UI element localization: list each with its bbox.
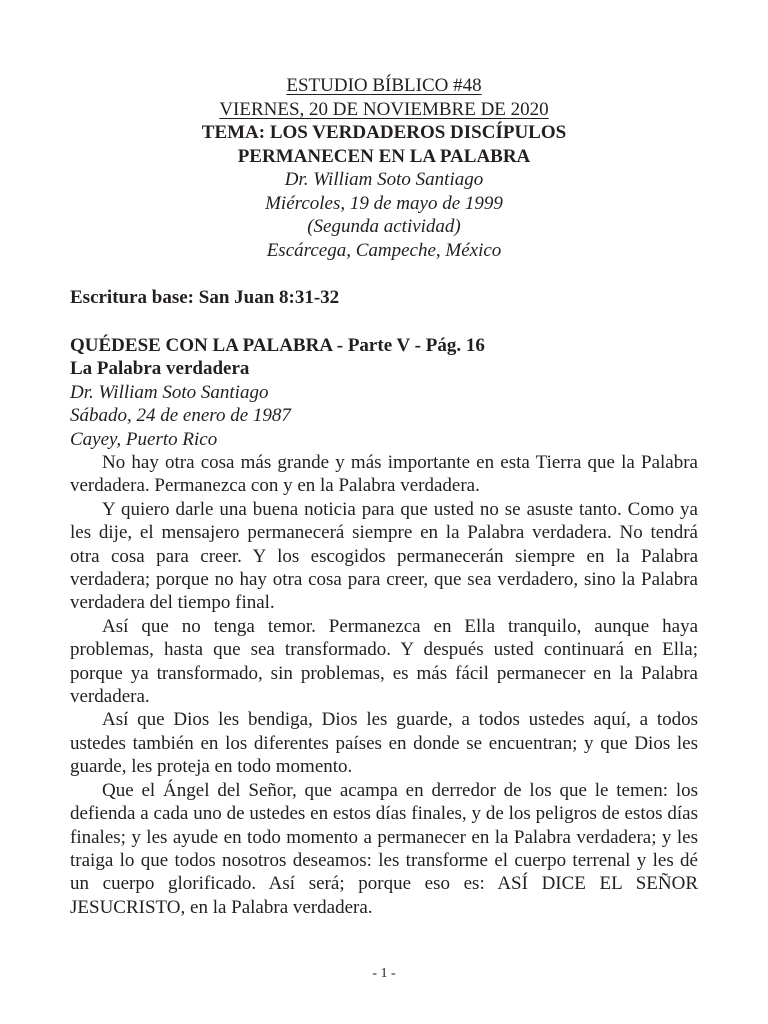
reference-date: Sábado, 24 de enero de 1987 (70, 405, 291, 426)
paragraph: Que el Ángel del Señor, que acampa en derredor de los que le temen: los defienda a cada uno de ustedes en estos días finales, y de los peligros de estos días finales; y les ayude en todo momento a permanecer en la Palabra verdadera; y les traiga lo que todos nosotros deseamos: les transforme el cuerpo terrenal y les dé un cuerpo glorificado. Así será; porque eso es: ASÍ DICE EL SEÑOR JESUCRISTO, en la Palabra verdadera. (70, 779, 698, 918)
header-author: Dr. William Soto Santiago (284, 169, 484, 190)
header-location: Escárcega, Campeche, México (266, 239, 502, 261)
paragraph: Así que no tenga temor. Permanezca en Ella tranquilo, aunque haya problemas, hasta que sea transformado. Y después usted continuará en Ella; porque ya transformado, sin problemas, es más fácil permanecer en la Palabra verdadera. (70, 615, 698, 708)
reference-subtitle: La Palabra verdadera (70, 358, 250, 379)
activity-note: (Segunda actividad) (307, 216, 461, 237)
theme-line-1: TEMA: LOS VERDADEROS DISCÍPULOS (201, 122, 567, 143)
reference-place: Cayey, Puerto Rico (70, 428, 218, 450)
study-number: ESTUDIO BÍBLICO #48 (286, 75, 482, 96)
reference-block (70, 334, 698, 452)
paragraph: No hay otra cosa más grande y más importante en esta Tierra que la Palabra verdadera. Permanezca con y en la Palabra verdadera. (70, 452, 698, 497)
page-number: - 1 - (372, 966, 396, 981)
body-text (70, 451, 698, 919)
original-date: Miércoles, 19 de mayo de 1999 (265, 192, 503, 214)
paragraph: Así que Dios les bendiga, Dios les guarde, a todos ustedes aquí, a todos ustedes también en los diferentes países en donde se encuentran; y que Dios les guarde, les proteja en todo momento. (70, 709, 698, 778)
document-page (70, 74, 698, 919)
reference-author: Dr. William Soto Santiago (70, 381, 269, 403)
scripture-base: Escritura base: San Juan 8:31-32 (70, 287, 340, 308)
study-date: VIERNES, 20 DE NOVIEMBRE DE 2020 (219, 98, 549, 120)
document-header (70, 74, 698, 262)
reference-title: QUÉDESE CON LA PALABRA - Parte V - Pág. 16 (70, 334, 485, 356)
paragraph: Y quiero darle una buena noticia para que usted no se asuste tanto. Como ya les dije, el mensajero permanecerá siempre en la Palabra verdadera. No tendrá otra cosa para creer. Y los escogidos permanecerán siempre en la Palabra verdadera; porque no hay otra cosa para creer, que sea verdadero, sino la Palabra verdadera del tiempo final. (70, 498, 698, 614)
theme-line-2: PERMANECEN EN LA PALABRA (237, 145, 531, 167)
